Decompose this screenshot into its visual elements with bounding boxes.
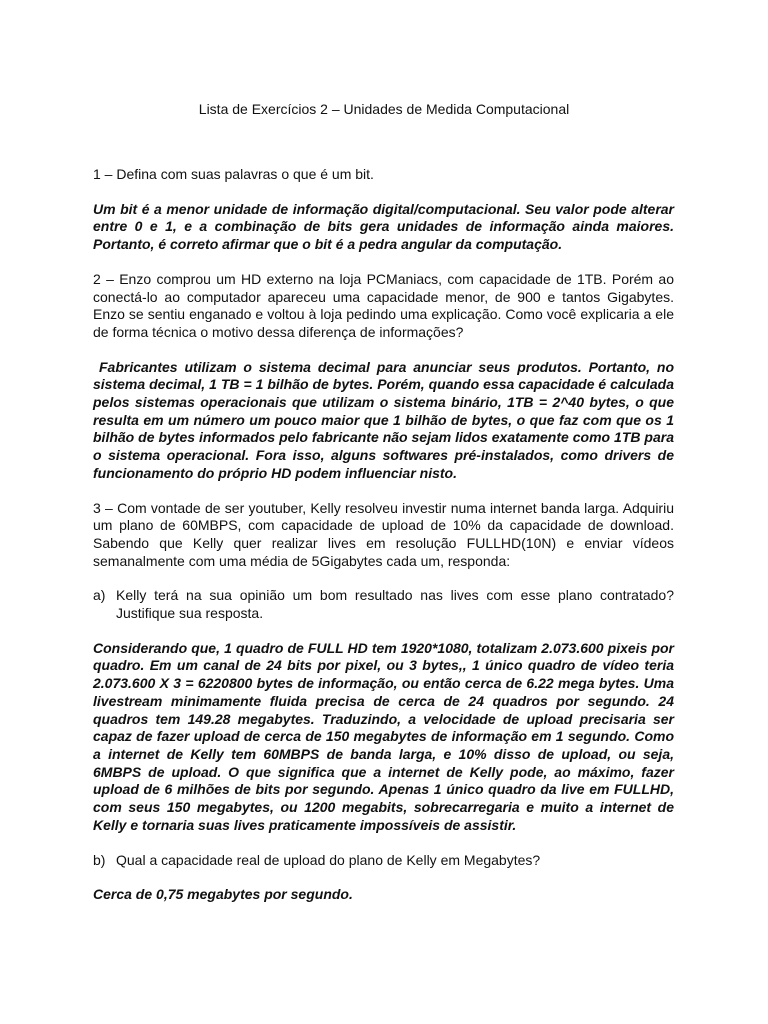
question-2: 2 – Enzo comprou um HD externo na loja PCManiacs, com capacidade de 1TB. Porém ao conectá-lo ao computador apareceu uma capacidade menor, de 900 e tantos Gigabytes. Enzo se sentiu enganado e voltou à loja pedindo uma explicação. Como você explicaria a ele de forma técnica o motivo dessa diferença de informações? <box>93 270 674 340</box>
answer-1: Um bit é a menor unidade de informação digital/computacional. Seu valor pode alterar entre 0 e 1, e a combinação de bits gera unidades de informação ainda maiores. Portanto, é correto afirmar que o bit é a pedra angular da computação. <box>93 200 674 253</box>
item-label-b: b) <box>93 851 106 868</box>
question-3b-text: Qual a capacidade real de upload do plano de Kelly em Megabytes? <box>116 851 541 868</box>
page-title: Lista de Exercícios 2 – Unidades de Medida Computacional <box>198 101 570 117</box>
question-3a <box>93 587 674 622</box>
question-3b <box>93 852 674 870</box>
question-3a-text: Kelly terá na sua opinião um bom resultado nas lives com esse plano contratado? Justifique sua resposta. <box>116 587 674 622</box>
answer-3b: Cerca de 0,75 megabytes por segundo. <box>93 886 353 903</box>
document-body <box>93 166 674 921</box>
question-3: 3 – Com vontade de ser youtuber, Kelly resolveu investir numa internet banda larga. Adquiriu um plano de 60MBPS, com capacidade de upload de 10% da capacidade de download. Sabendo que Kelly quer realizar lives em resolução FULLHD(10N) e enviar vídeos semanalmente com uma média de 5Gigabytes cada um, responda: <box>93 499 674 569</box>
answer-2: Fabricantes utilizam o sistema decimal para anunciar seus produtos. Portanto, no sistema decimal, 1 TB = 1 bilhão de bytes. Porém, quando essa capacidade é calculada pelos sistemas operacionais que utilizam o sistema binário, 1TB = 2^40 bytes, o que resulta em um número um pouco maior que 1 bilhão de bytes, o que faz com que os 1 bilhão de bytes informados pelo fabricante não sejam lidos exatamente como 1TB para o sistema operacional. Fora isso, alguns softwares pré-instalados, como drivers de funcionamento do próprio HD podem influenciar nisto. <box>93 358 674 481</box>
answer-3a: Considerando que, 1 quadro de FULL HD tem 1920*1080, totalizam 2.073.600 pixeis por quadro. Em um canal de 24 bits por pixel, ou 3 bytes,, 1 único quadro de vídeo teria 2.073.600 X 3 = 6220800 bytes de informação, ou então cerca de 6.22 mega bytes. Uma livestream minimamente fluida precisa de cerca de 24 quadros por segundo. 24 quadros tem 149.28 megabytes. Traduzindo, a velocidade de upload precisaria ser capaz de fazer upload de cerca de 150 megabytes de informação em 1 segundo. Como a internet de Kelly tem 60MBPS de banda larga, e 10% disso de upload, ou seja, 6MBPS de upload. O que significa que a internet de Kelly pode, ao máximo, fazer upload de 6 milhões de bits por segundo. Apenas 1 único quadro da live em FULLHD, com seus 150 megabytes, ou 1200 megabits, sobrecarregaria e muito a internet de Kelly e tornaria suas lives praticamente impossíveis de assistir. <box>93 639 674 833</box>
item-label-a: a) <box>93 587 106 604</box>
question-1: 1 – Defina com suas palavras o que é um bit. <box>93 166 374 182</box>
